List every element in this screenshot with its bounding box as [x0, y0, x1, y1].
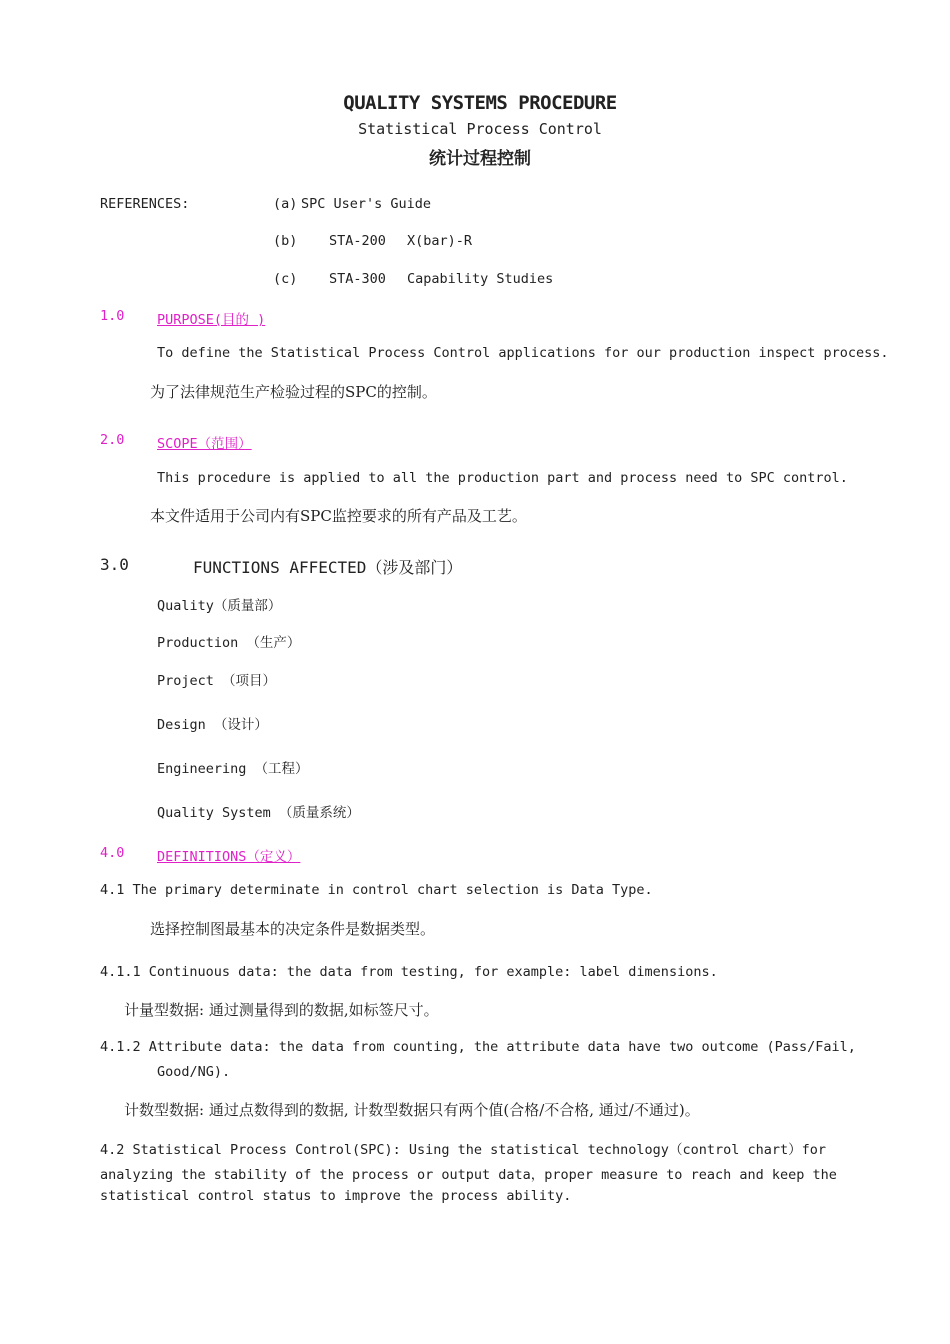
- reference-text-c: Capability Studies: [407, 271, 554, 287]
- purpose-text-cn: 为了法律规范生产检验过程的SPC的控制。: [150, 383, 437, 401]
- definition-4-2-line1: 4.2 Statistical Process Control(SPC): Using the statistical technology（control chart）for: [100, 1142, 826, 1158]
- function-item-quality-system: Quality System （质量系统）: [157, 805, 360, 821]
- section-number-scope: 2.0: [100, 432, 125, 448]
- reference-code-b: STA-200: [329, 233, 386, 249]
- section-number-purpose: 1.0: [100, 308, 125, 324]
- function-item-design: Design （设计）: [157, 717, 268, 733]
- definition-4-1-cn: 选择控制图最基本的决定条件是数据类型。: [150, 920, 436, 938]
- definition-4-1-1-en: 4.1.1 Continuous data: the data from testing, for example: label dimensions.: [100, 964, 718, 980]
- definition-4-1-1-cn: 计量型数据: 通过测量得到的数据,如标签尺寸。: [124, 1001, 439, 1019]
- definition-4-1-2-en-line2: Good/NG).: [157, 1064, 231, 1080]
- function-item-project: Project （项目）: [157, 673, 277, 689]
- references-label: REFERENCES:: [100, 196, 190, 212]
- reference-tag-c: (c): [273, 271, 298, 287]
- document-subtitle: Statistical Process Control: [358, 120, 602, 138]
- scope-text-cn: 本文件适用于公司内有SPC监控要求的所有产品及工艺。: [150, 507, 527, 525]
- scope-text-en: This procedure is applied to all the production part and process need to SPC control.: [157, 470, 848, 486]
- document-title-cn: 统计过程控制: [429, 149, 531, 169]
- section-number-definitions: 4.0: [100, 845, 125, 861]
- document-title: QUALITY SYSTEMS PROCEDURE: [343, 92, 617, 114]
- reference-text-b: X(bar)-R: [407, 233, 473, 249]
- section-heading-definitions[interactable]: DEFINITIONS（定义）: [157, 849, 301, 865]
- definition-4-1-2-cn: 计数型数据: 通过点数得到的数据, 计数型数据只有两个值(合格/不合格, 通过/不通过)。: [124, 1101, 700, 1119]
- reference-text-a: SPC User's Guide: [301, 196, 432, 212]
- section-heading-scope[interactable]: SCOPE（范围）: [157, 436, 252, 452]
- definition-4-2-line3: statistical control status to improve the process ability.: [100, 1188, 572, 1204]
- section-heading-purpose[interactable]: PURPOSE(目的 ): [157, 312, 266, 328]
- definition-4-1-en: 4.1 The primary determinate in control chart selection is Data Type.: [100, 882, 653, 898]
- purpose-text-en: To define the Statistical Process Control applications for our production inspect process.: [157, 345, 889, 361]
- section-number-functions: 3.0: [100, 555, 129, 574]
- function-item-engineering: Engineering （工程）: [157, 761, 309, 777]
- definition-4-2-line2: analyzing the stability of the process or output data，proper measure to reach and keep the: [100, 1167, 837, 1183]
- reference-code-c: STA-300: [329, 271, 386, 287]
- reference-tag-a: (a): [273, 196, 298, 212]
- function-item-quality: Quality（质量部）: [157, 598, 282, 614]
- definition-4-1-2-en-line1: 4.1.2 Attribute data: the data from counting, the attribute data have two outcome (Pass/Fail,: [100, 1039, 856, 1055]
- function-item-production: Production （生产）: [157, 635, 301, 651]
- section-heading-functions: FUNCTIONS AFFECTED（涉及部门）: [193, 558, 463, 577]
- reference-tag-b: (b): [273, 233, 298, 249]
